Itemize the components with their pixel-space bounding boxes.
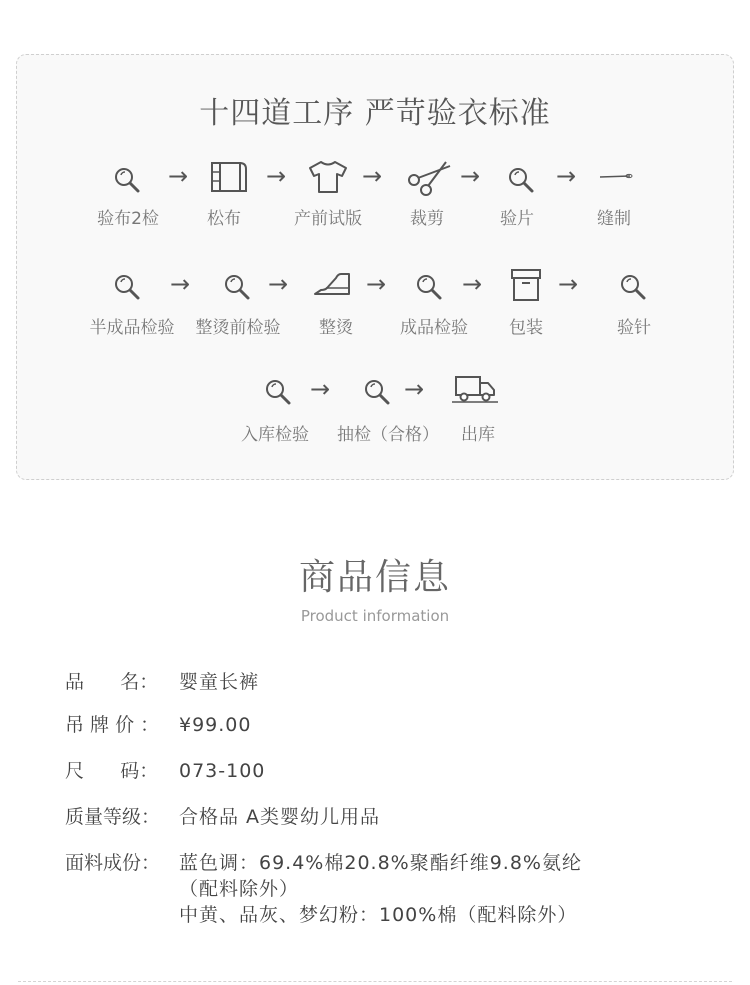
magnifier-icon: [112, 165, 142, 195]
info-label-size: 尺 码：: [65, 760, 159, 782]
step-label: 出库: [461, 425, 495, 445]
step-label: 松布: [207, 209, 241, 229]
arrow-icon: →: [366, 270, 387, 298]
step-label: 整烫前检验: [195, 318, 281, 338]
needle-icon: [598, 170, 634, 182]
step-label: 验布2检: [97, 209, 159, 229]
arrow-icon: →: [556, 162, 577, 190]
info-value-fabric-line2: （配料除外）: [179, 878, 300, 900]
arrow-icon: →: [170, 270, 191, 298]
iron-icon: [312, 270, 352, 298]
step-label: 包装: [509, 318, 543, 338]
step-label: 裁剪: [410, 209, 444, 229]
step-label: 产前试版: [294, 209, 362, 229]
magnifier-icon: [506, 165, 536, 195]
scissors-icon: [406, 160, 452, 196]
step-label: 整烫: [319, 318, 353, 338]
box-icon: [510, 268, 542, 302]
section-title: 商品信息: [298, 557, 451, 598]
info-label-price: 吊 牌 价 ：: [65, 714, 160, 736]
info-value-size: 073-100: [179, 760, 266, 782]
info-value-fabric-line3: 中黄、品灰、梦幻粉：100%棉（配料除外）: [179, 904, 578, 926]
arrow-icon: →: [462, 270, 483, 298]
divider: [18, 981, 732, 982]
arrow-icon: →: [310, 375, 331, 403]
step-label: 验针: [617, 318, 651, 338]
arrow-icon: →: [168, 162, 189, 190]
step-label: 验片: [500, 209, 534, 229]
arrow-icon: →: [404, 375, 425, 403]
process-title: 十四道工序 严苛验衣标准: [199, 96, 551, 131]
info-label-name: 品 名：: [65, 671, 159, 693]
arrow-icon: →: [362, 162, 383, 190]
magnifier-icon: [222, 272, 252, 302]
step-label: 入库检验: [241, 425, 309, 445]
truck-icon: [450, 375, 500, 405]
fabric-roll-icon: [210, 159, 248, 195]
magnifier-icon: [618, 272, 648, 302]
magnifier-icon: [414, 272, 444, 302]
info-value-fabric: 蓝色调：69.4%棉20.8%聚酯纤维9.8%氨纶: [179, 852, 582, 874]
arrow-icon: →: [266, 162, 287, 190]
info-value-price: ¥99.00: [179, 714, 252, 736]
magnifier-icon: [112, 272, 142, 302]
step-label: 抽检（合格）: [337, 425, 439, 445]
step-label: 缝制: [597, 209, 631, 229]
info-label-fabric: 面料成份：: [65, 852, 161, 874]
tshirt-icon: [308, 160, 348, 194]
step-label: 半成品检验: [89, 318, 175, 338]
arrow-icon: →: [558, 270, 579, 298]
info-value-grade: 合格品 A类婴幼儿用品: [179, 806, 381, 828]
magnifier-icon: [263, 377, 293, 407]
arrow-icon: →: [460, 162, 481, 190]
info-value-name: 婴童长裤: [179, 671, 260, 693]
section-subtitle: Product information: [300, 607, 450, 625]
step-label: 成品检验: [400, 318, 468, 338]
magnifier-icon: [362, 377, 392, 407]
arrow-icon: →: [268, 270, 289, 298]
info-label-grade: 质量等级：: [65, 806, 161, 828]
